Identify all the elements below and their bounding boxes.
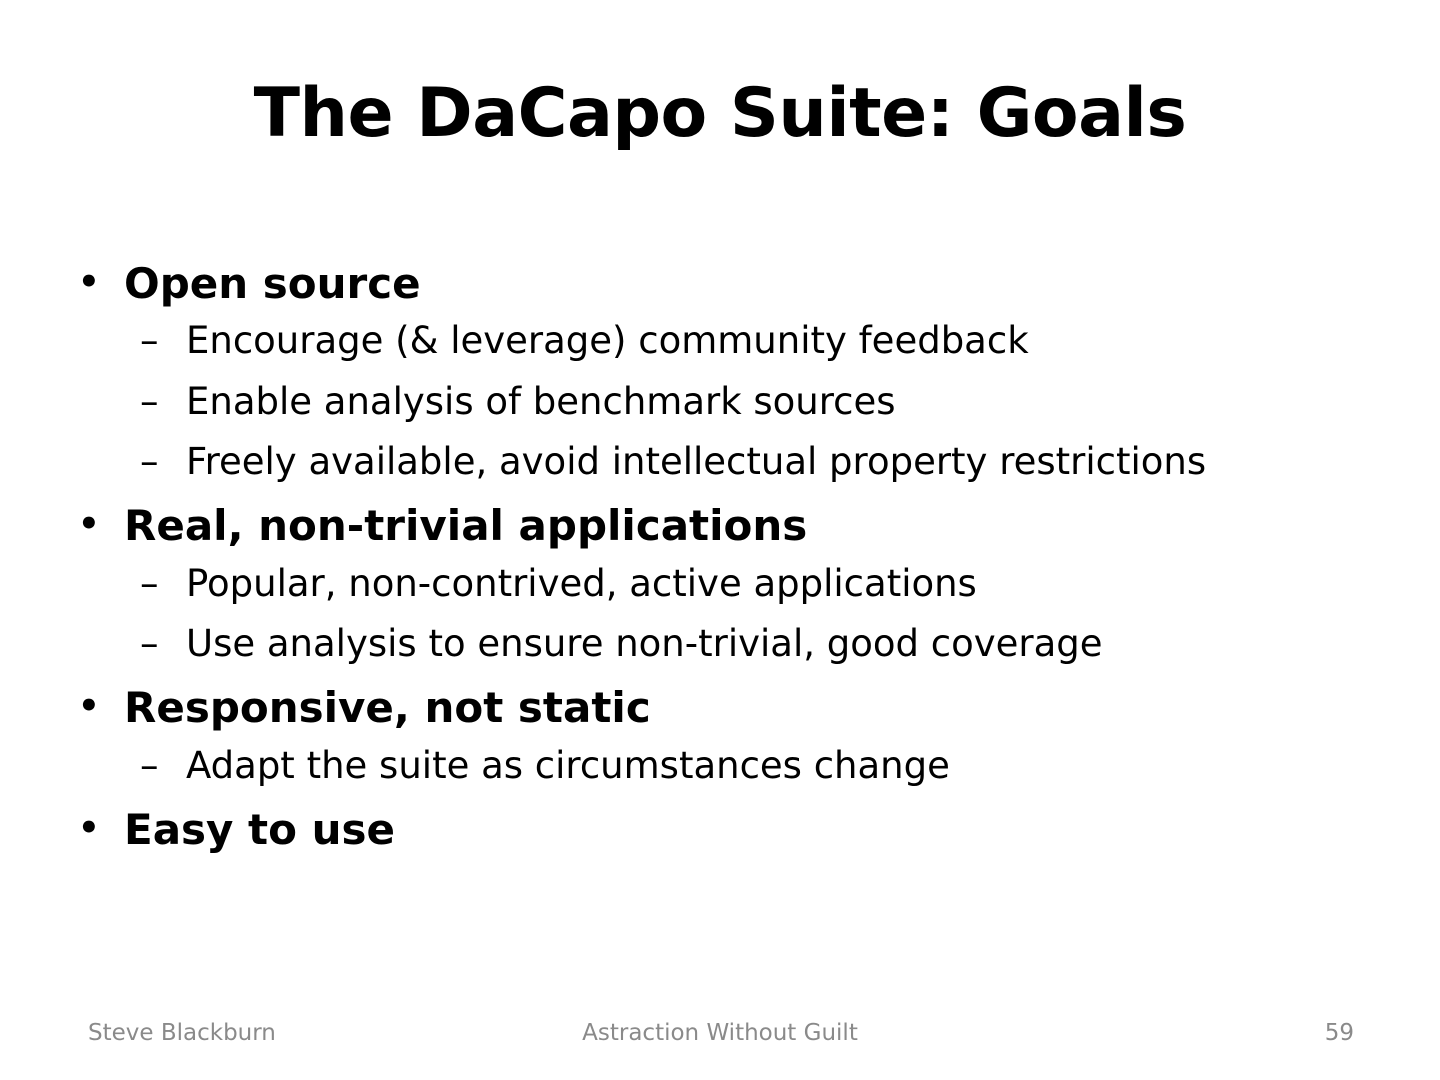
footer-page-number: 59 bbox=[1324, 1020, 1354, 1046]
list-item-level1 bbox=[78, 258, 1378, 309]
list-item-label: Adapt the suite as circumstances change bbox=[186, 743, 950, 787]
list-item-label: Open source bbox=[124, 259, 421, 308]
slide-footer bbox=[0, 1020, 1440, 1054]
footer-talk-title: Astraction Without Guilt bbox=[582, 1020, 858, 1046]
bullet-marker-icon: • bbox=[78, 686, 100, 727]
list-item-label: Responsive, not static bbox=[124, 683, 651, 733]
bullet-marker-icon: • bbox=[78, 808, 100, 849]
list-item-level2 bbox=[78, 440, 1378, 484]
dash-marker-icon: – bbox=[140, 379, 159, 423]
list-item-level1 bbox=[78, 804, 1378, 855]
page-title: The DaCapo Suite: Goals bbox=[253, 74, 1187, 153]
list-item-label: Easy to use bbox=[124, 805, 395, 855]
list-item-label: Enable analysis of benchmark sources bbox=[186, 379, 896, 423]
dash-marker-icon: – bbox=[140, 743, 159, 787]
footer-author: Steve Blackburn bbox=[88, 1020, 276, 1046]
dash-marker-icon: – bbox=[140, 440, 159, 484]
bullet-marker-icon: • bbox=[78, 504, 100, 545]
list-item-level2 bbox=[78, 380, 1378, 424]
list-item-label: Encourage (& leverage) community feedback bbox=[186, 319, 1029, 363]
list-item-level2 bbox=[78, 622, 1378, 666]
list-item-level2 bbox=[78, 744, 1378, 788]
bullet-list bbox=[78, 258, 1378, 861]
dash-marker-icon: – bbox=[140, 622, 159, 666]
list-item-label: Popular, non-contrived, active applications bbox=[186, 561, 977, 605]
list-item-level2 bbox=[78, 319, 1378, 363]
dash-marker-icon: – bbox=[140, 319, 159, 363]
list-item-label: Use analysis to ensure non-trivial, good coverage bbox=[186, 622, 1103, 666]
bullet-marker-icon: • bbox=[78, 262, 100, 302]
list-item-level1 bbox=[78, 500, 1378, 551]
dash-marker-icon: – bbox=[140, 561, 159, 605]
list-item-level1 bbox=[78, 682, 1378, 733]
list-item-label: Freely available, avoid intellectual property restrictions bbox=[186, 440, 1207, 484]
list-item-label: Real, non-trivial applications bbox=[124, 501, 808, 551]
list-item-level2 bbox=[78, 562, 1378, 606]
